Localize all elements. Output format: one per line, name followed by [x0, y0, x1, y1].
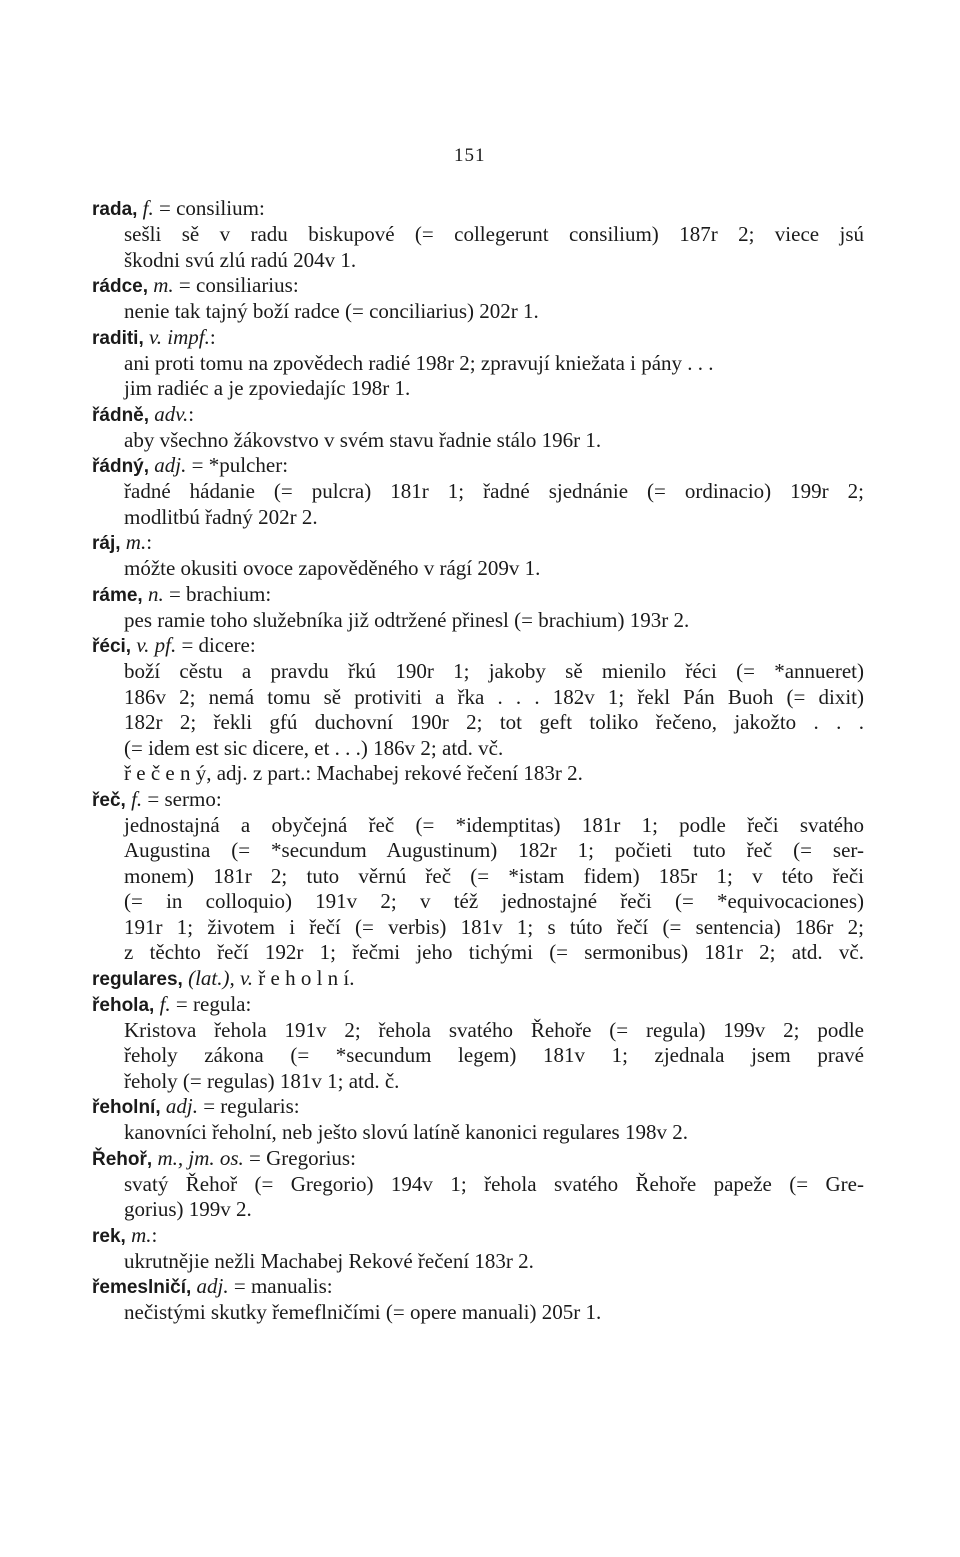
citation-line: nečistými skutky řemeflničími (= opere manuali) 205r 1.	[124, 1300, 602, 1324]
citation-line: sešli sě v radu biskupové (= collegerunt consilium) 187r 2; viece jsú	[124, 222, 864, 246]
citation-line: nenie tak tajný boží radce (= conciliarius) 202r 1.	[124, 299, 539, 323]
citation-line: (= idem est sic dicere, et . . .) 186v 2; atd. vč.	[124, 735, 504, 760]
definition: = Gregorius:	[243, 1145, 356, 1170]
dictionary-entry	[92, 530, 864, 582]
headword: rada,	[92, 199, 138, 220]
dictionary-entries	[92, 196, 864, 1326]
headword: ráme,	[92, 584, 143, 606]
grammar-label: m.	[131, 1222, 152, 1247]
entry-head	[92, 582, 864, 608]
citation-line: svatý Řehoř (= Gregorio) 194v 1; řehola svatého Řehoře papeže (= Gre-	[124, 1171, 864, 1196]
definition: = consilium:	[153, 196, 265, 220]
headword: regulares,	[92, 968, 183, 990]
definition: :	[209, 324, 216, 349]
definition: = dicere:	[176, 633, 256, 657]
headword: řádný,	[92, 456, 150, 477]
definition: = consiliarius:	[173, 273, 299, 297]
dictionary-entry	[92, 1146, 864, 1223]
grammar-label: n.	[147, 581, 164, 606]
headword: řeholní,	[92, 1097, 161, 1118]
citation-line: 182r 2; řekli gfú duchovní 190r 2; tot geft toliko řečeno, jakožto . . .	[124, 710, 864, 734]
citation-line: škodni svú zlú radú 204v 1.	[124, 247, 357, 272]
citation-line: řeholy zákona (= *secundum legem) 181v 1; zjednala jsem pravé	[124, 1043, 864, 1067]
definition: = regula:	[170, 991, 252, 1016]
headword: řéci,	[92, 636, 132, 657]
definition: = brachium:	[163, 581, 272, 606]
grammar-label: m., jm. os.	[157, 1145, 244, 1170]
entry-head	[92, 273, 864, 299]
citation-line: Kristova řehola 191v 2; řehola svatého Řehoře (= regula) 199v 2; podle	[124, 1017, 864, 1042]
entry-head	[92, 992, 864, 1018]
citation-line: gorius) 199v 2.	[124, 1197, 252, 1221]
dictionary-entry	[92, 453, 864, 530]
dictionary-entry	[92, 633, 864, 787]
citation-line: aby všechno žákovstvo v svém stavu řadnie stálo 196r 1.	[124, 427, 602, 452]
headword: rádce,	[92, 276, 148, 297]
citation-line: kanovníci řeholní, neb ještо slovú latíně kanonici regulares 198v 2.	[124, 1120, 688, 1144]
dictionary-entry	[92, 196, 864, 273]
headword: řeč,	[92, 789, 126, 811]
entry-head	[92, 966, 864, 992]
grammar-label: f.	[159, 991, 171, 1016]
grammar-label: adj.	[154, 453, 187, 477]
dictionary-entry	[92, 1274, 864, 1326]
headword: řehola,	[92, 994, 155, 1016]
citation-line: jim radiéc a je zpoviedajíc 198r 1.	[124, 376, 411, 400]
page-number: 151	[454, 145, 486, 166]
grammar-label: f.	[142, 196, 154, 220]
citation-line: monem) 181r 2; tuto věrnú řeč (= *istam fidem) 185r 1; v této řeči	[124, 863, 864, 888]
citation-line: 191r 1; životem i řečí (= verbis) 181v 1; s tútо řečí (= sentencia) 186r 2;	[124, 914, 864, 939]
citation-line: z těchto řečí 192r 1; řečmi jeho tichými (= sermonibus) 181r 2; atd. vč.	[124, 940, 864, 964]
headword: ráj,	[92, 533, 121, 554]
entry-head	[92, 787, 864, 813]
grammar-label: adj.	[165, 1094, 198, 1118]
entry-head	[92, 1223, 864, 1249]
dictionary-entry	[92, 273, 864, 325]
citation-line: jednostajná a obyčejná řeč (= *idemptitas) 181r 1; podle řeči svatého	[124, 812, 864, 837]
citation-line: řeholy (= regulas) 181v 1; atd. č.	[124, 1068, 400, 1093]
dictionary-entry	[92, 582, 864, 634]
entry-head	[92, 633, 864, 659]
entry-head	[92, 453, 864, 479]
citation-line: ani proti tomu na zpovědech radié 198r 2; zpravují kniežata i pány . . .	[124, 350, 714, 375]
entry-head	[92, 325, 864, 351]
dictionary-entry	[92, 1223, 864, 1275]
dictionary-entry	[92, 966, 864, 992]
definition: :	[151, 1222, 158, 1247]
dictionary-entry	[92, 1094, 864, 1146]
citation-line: ř e č e n ý, adj. z part.: Machabej rekové řečení 183r 2.	[124, 761, 583, 785]
dictionary-entry	[92, 325, 864, 402]
entry-head	[92, 402, 864, 428]
citation-line: móžte okusiti ovoce zapověděného v rágí 209v 1.	[124, 556, 541, 580]
citation-line: boží cěstu a pravdu řkú 190r 1; jakoby sě mienilo řéci (= *annueret)	[124, 659, 864, 683]
grammar-label: (lat.), v.	[188, 965, 253, 990]
citation-line: pes ramie toho služebníka již odtržené přinesl (= brachium) 193r 2.	[124, 607, 690, 632]
headword: Řehoř,	[92, 1148, 153, 1170]
grammar-label: v. impf.	[148, 324, 210, 349]
grammar-label: f.	[131, 786, 143, 811]
grammar-label: v. pf.	[136, 633, 177, 657]
definition: ř e h o l n í.	[253, 965, 355, 990]
citation-line: řadné hádanie (= pulcra) 181r 1; řadné sjednánie (= ordinacio) 199r 2;	[124, 479, 864, 503]
definition: = manualis:	[228, 1274, 333, 1298]
definition: :	[146, 530, 153, 554]
definition: = *pulcher:	[186, 453, 289, 477]
entry-head	[92, 1094, 864, 1120]
grammar-label: adj.	[196, 1274, 229, 1298]
dictionary-entry	[92, 402, 864, 454]
headword: rek,	[92, 1225, 126, 1247]
entry-head	[92, 530, 864, 556]
entry-head	[92, 196, 864, 222]
headword: řádně,	[92, 404, 150, 426]
entry-head	[92, 1146, 864, 1172]
grammar-label: adv.	[154, 401, 189, 426]
dictionary-entry	[92, 787, 864, 966]
citation-line: modlitbú řadný 202r 2.	[124, 504, 318, 529]
definition: = regularis:	[197, 1094, 300, 1118]
grammar-label: m.	[125, 530, 147, 554]
headword: raditi,	[92, 327, 144, 349]
citation-line: Augustina (= *secundum Augustinum) 182r 1; počieti tuto řeč (= ser-	[124, 838, 864, 862]
dictionary-entry	[92, 992, 864, 1095]
headword: řemeslničí,	[92, 1277, 192, 1298]
definition: = sermo:	[142, 786, 222, 811]
entry-head	[92, 1274, 864, 1300]
citation-line: 186v 2; nemá tomu sě protiviti a řka . . . 182v 1; řekl Pán Buoh (= dixit)	[124, 684, 864, 709]
grammar-label: m.	[153, 273, 174, 297]
definition: :	[188, 401, 195, 426]
citation-line: (= in colloquio) 191v 2; v též jednostajné řeči (= *equivocaciones)	[124, 889, 864, 913]
citation-line: ukrutnějie nežli Machabej Rekové řečení 183r 2.	[124, 1248, 534, 1273]
